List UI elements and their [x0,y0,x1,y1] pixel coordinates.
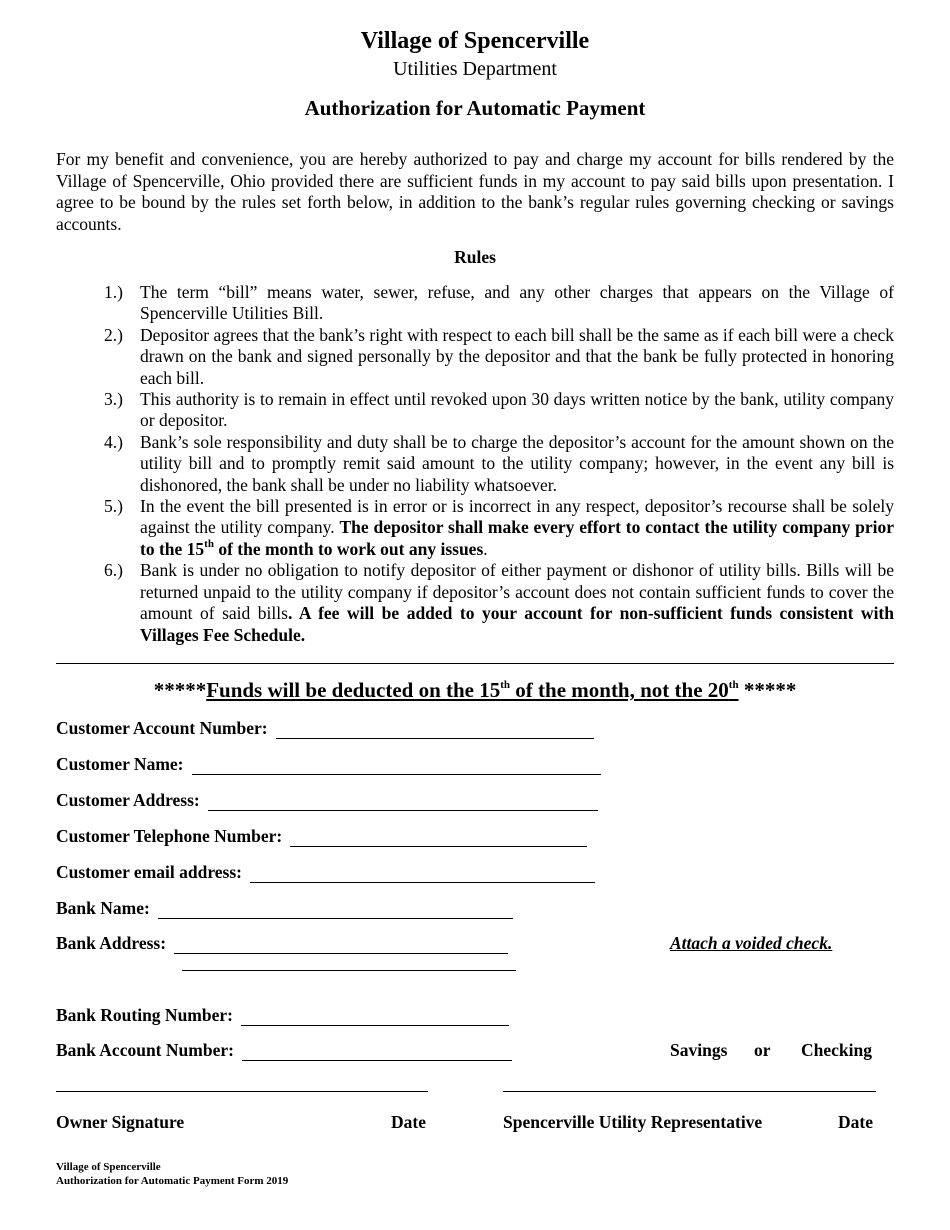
rule-text-plain: Bank is under no obligation to notify depositor of either payment or dishonor of utility bills. Bills will be returned unpaid to the utility company if depositor’s account does not contain sufficient funds to cover the amount of said bills [140,560,894,624]
rule-number: 5.) [104,496,123,517]
savings-option[interactable]: Savings [670,1040,728,1060]
customer-telephone-field [56,826,587,847]
field-label: Bank Name: [56,898,150,918]
rules-list [104,282,894,646]
representative-date-label: Date [838,1112,873,1132]
rule-text: Bank’s sole responsibility and duty shall be to charge the depositor’s account for the amount shown on the utility bill and to promptly remit said amount to the utility company; however, in the event any bill is dishonored, the bank shall be under no liability whatsoever. [140,431,894,495]
customer-address-input-line[interactable] [208,793,598,811]
rule-text [140,496,894,560]
attach-voided-check-note: Attach a voided check. [670,933,833,953]
field-label: Customer Account Number: [56,718,268,738]
department-subtitle: Utilities Department [393,58,557,80]
bank-routing-number-field [56,1005,509,1026]
customer-address-field [56,790,598,811]
notice-text [206,678,738,702]
bank-account-number-field [56,1040,512,1061]
bank-account-input-line[interactable] [242,1043,512,1061]
checking-option[interactable]: Checking [801,1040,872,1060]
bank-address-field [56,933,508,954]
customer-email-field [56,862,595,883]
rule-number: 1.) [104,282,123,302]
representative-signature-line[interactable] [503,1091,876,1092]
account-number-input-line[interactable] [276,721,594,739]
representative-label: Spencerville Utility Representative [503,1112,763,1132]
bank-name-input-line[interactable] [158,901,513,919]
rule-number: 6.) [104,560,123,581]
bank-address-second-line[interactable] [182,970,516,971]
bank-name-field [56,898,513,919]
rule-number: 2.) [104,324,123,345]
customer-account-number-field [56,718,594,739]
rule-text: This authority is to remain in effect until revoked upon 30 days written notice by the bank, utility company or depositor. [140,389,894,431]
rule-number: 4.) [104,431,123,452]
rule-text-bold: The depositor shall make every effort to contact the utility company prior to the 15 [140,517,894,559]
field-label: Customer Telephone Number: [56,826,283,846]
intro-paragraph: For my benefit and convenience, you are hereby authorized to pay and charge my account for bills rendered by the Village of Spencerville, Ohio provided there are sufficient funds in my account to pay said bills upon presentation. I agree to be bound by the rules set forth below, in addition to the bank’s regular rules governing checking or savings accounts. [56,149,894,235]
notice-text-part: Funds will be deducted on the 15 [206,678,501,702]
or-separator: or [754,1040,771,1060]
notice-stars: ***** [738,678,797,702]
field-label: Bank Routing Number: [56,1005,233,1025]
rule-number: 3.) [104,389,123,410]
rule-item [104,560,894,646]
footer [56,1160,288,1188]
notice-text-part: of the month, not the 20 [510,678,729,702]
rule-text: Depositor agrees that the bank’s right with respect to each bill shall be the same as if each bill were a check drawn on the bank and signed personally by the depositor and that the bank be fully protected in honoring each bill. [140,324,894,388]
rule-item [104,389,894,432]
email-input-line[interactable] [250,865,595,883]
rule-text-plain: In the event the bill presented is in error or is incorrect in any respect, depositor’s recourse shall be solely against the utility company. [140,496,894,538]
owner-date-label: Date [391,1112,426,1132]
routing-number-input-line[interactable] [241,1008,509,1026]
superscript: th [204,538,214,551]
telephone-input-line[interactable] [290,829,587,847]
bank-address-input-line[interactable] [174,936,508,954]
field-label: Customer Name: [56,754,184,774]
customer-name-input-line[interactable] [192,757,601,775]
field-label: Bank Address: [56,933,167,953]
section-divider [56,663,894,664]
field-label: Bank Account Number: [56,1040,234,1060]
owner-signature-line[interactable] [56,1091,428,1092]
field-label: Customer email address: [56,862,243,882]
rule-item [104,496,894,560]
page-title: Village of Spencerville [360,28,590,54]
field-label: Customer Address: [56,790,200,810]
deduction-notice [0,678,950,703]
rule-item [104,282,894,325]
footer-line: Village of Spencerville [56,1161,161,1173]
rule-item [104,325,894,389]
rules-heading: Rules [454,247,496,267]
rule-text [140,560,894,646]
owner-signature-label: Owner Signature [56,1112,185,1132]
form-title: Authorization for Automatic Payment [304,96,646,120]
superscript: th [500,679,511,691]
notice-stars: ***** [153,678,207,702]
rule-text-tail: . [483,538,488,559]
rule-text: The term “bill” means water, sewer, refuse, and any other charges that appears on the Village of Spencerville Utilities Bill. [140,282,894,324]
rule-text-bold: of the month to work out any issues [213,538,484,559]
rule-item [104,432,894,496]
superscript: th [728,679,739,691]
rule-text-bold: . A fee will be added to your account for non-sufficient funds consistent with Villages Fee Schedule. [140,603,894,645]
footer-line: Authorization for Automatic Payment Form 2019 [56,1175,289,1187]
customer-name-field [56,754,601,775]
